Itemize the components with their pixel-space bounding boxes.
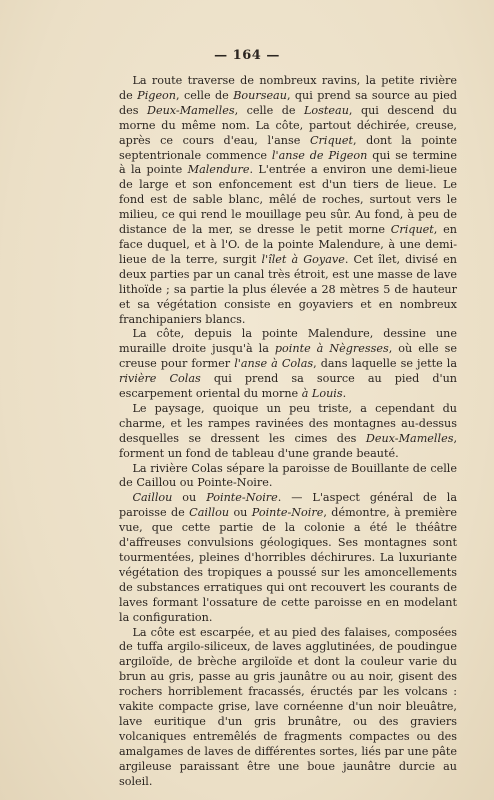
text-run: , qui descend du morne du même nom. La côte, partout déchirée, creuse, après ce cours d'eau, l'anse bbox=[119, 103, 457, 147]
page-number: — 164 — bbox=[214, 48, 280, 63]
text-run: La côte est escarpée, et au pied des falaises, composées de tuffa argilo-siliceux, de laves agglutinées, de poudingue argiloïde, de brèche argiloïde et dont la couleur varie du brun au gris, passe au gris jaunâtre ou au noir, gisent des rochers horriblement fracassés, éructés par les volcans : vakite compacte grise, lave cornéenne d'un noir bleuâtre, lave euritique d'un gris brunâtre, ou des graviers volcaniques entremêlés de fragments compactes ou des amalgames de laves de différentes sortes, liés par une pâte argileuse paraissant être une boue jaunâtre durcie au soleil. bbox=[119, 625, 457, 788]
paragraph bbox=[119, 462, 457, 492]
italic-text: l'anse à Colas bbox=[234, 357, 314, 371]
paragraph bbox=[119, 74, 457, 327]
italic-text: Criquet bbox=[390, 223, 434, 237]
paragraph bbox=[119, 327, 457, 402]
italic-text: Criquet bbox=[309, 133, 353, 147]
paragraph bbox=[119, 402, 457, 462]
text-run: . — L'aspect général de la paroisse de bbox=[119, 491, 457, 520]
italic-text: Pointe-Noire bbox=[206, 491, 278, 505]
text-run: , forment un fond de tableau d'une grande beauté. bbox=[119, 431, 457, 460]
italic-text: Malendure bbox=[187, 163, 250, 177]
italic-text: Deux-Mamelles bbox=[365, 431, 454, 445]
italic-text: l'anse de Pigeon bbox=[271, 148, 368, 162]
text-run: , dans laquelle se jette la bbox=[313, 357, 457, 371]
text-run: La rivière Colas sépare la paroisse de Bouillante de celle de Caillou ou Pointe-Noire. bbox=[119, 461, 457, 490]
italic-text: Losteau bbox=[304, 103, 349, 117]
italic-text: rivière Colas bbox=[119, 372, 201, 386]
italic-text: l'îlet à Goyave bbox=[261, 252, 345, 266]
text-run: , qui prend sa source au pied des bbox=[119, 88, 457, 117]
text-run: ou bbox=[229, 506, 252, 520]
italic-text: Pointe-Noire bbox=[251, 506, 324, 520]
text-run: qui prend sa source au pied d'un escarpement oriental du morne bbox=[119, 372, 457, 401]
text-run: ou bbox=[172, 491, 207, 505]
text-run: La côte, depuis la pointe Malendure, dessine une muraille droite jusqu'à la bbox=[119, 327, 457, 356]
text-run: . bbox=[342, 387, 347, 401]
text-run: , en face duquel, et à l'O. de la pointe Malendure, à une demi-lieue de la terre, surgit bbox=[119, 223, 457, 266]
italic-text: Pigeon bbox=[137, 88, 177, 102]
body-text bbox=[119, 74, 457, 790]
paragraph bbox=[119, 626, 457, 790]
text-run: , celle de bbox=[176, 88, 234, 102]
text-run: La route traverse de nombreux ravins, la petite rivière de bbox=[119, 74, 457, 102]
text-run: , démontre, à première vue, que cette partie de la colonie a été le théâtre d'affreuses convulsions géologiques. Ses montagnes sont tourmentées, pleines d'horribles déchirures. La luxuriante végétation des tropiques a poussé sur les amoncellements de substances erratiques qui ont recouvert les courants de laves formant l'ossature de cette paroisse en en modelant la configuration. bbox=[119, 506, 457, 624]
text-run: qui se termine à la pointe bbox=[119, 148, 457, 177]
text-run: , dont la pointe septentrionale commence bbox=[119, 133, 457, 162]
text-run: . Cet îlet, divisé en deux parties par un canal très étroit, est une masse de lave lithoïde ; sa partie la plus élevée a 28 mètres 5 de hauteur et sa végétation consiste en goyaviers et en nombreux franchipaniers blancs. bbox=[119, 252, 458, 326]
italic-text: Caillou bbox=[189, 506, 230, 520]
italic-text: Bourseau bbox=[233, 88, 287, 102]
italic-text: Deux-Mamelles bbox=[147, 103, 235, 117]
italic-text: pointe à Nègresses bbox=[274, 342, 389, 356]
italic-text: à Louis bbox=[301, 387, 343, 401]
text-run: , où elle se creuse pour former bbox=[119, 342, 457, 371]
text-run: Le paysage, quoique un peu triste, a cependant du charme, et les rampes ravinées des montagnes au-dessus desquelles se dressent les cimes des bbox=[119, 401, 457, 445]
text-run: . L'entrée a environ une demi-lieue de large et son enfoncement est d'un tiers de lieue. Le fond est de sable blanc, mêlé de roches, surtout vers le milieu, ce qui rend le mouillage peu sûr. Au fond, à peu de distance de la mer, se dresse le petit morne bbox=[119, 163, 457, 237]
italic-text: Caillou bbox=[132, 491, 173, 505]
text-run: , celle de bbox=[234, 103, 304, 117]
paragraph bbox=[119, 491, 457, 625]
